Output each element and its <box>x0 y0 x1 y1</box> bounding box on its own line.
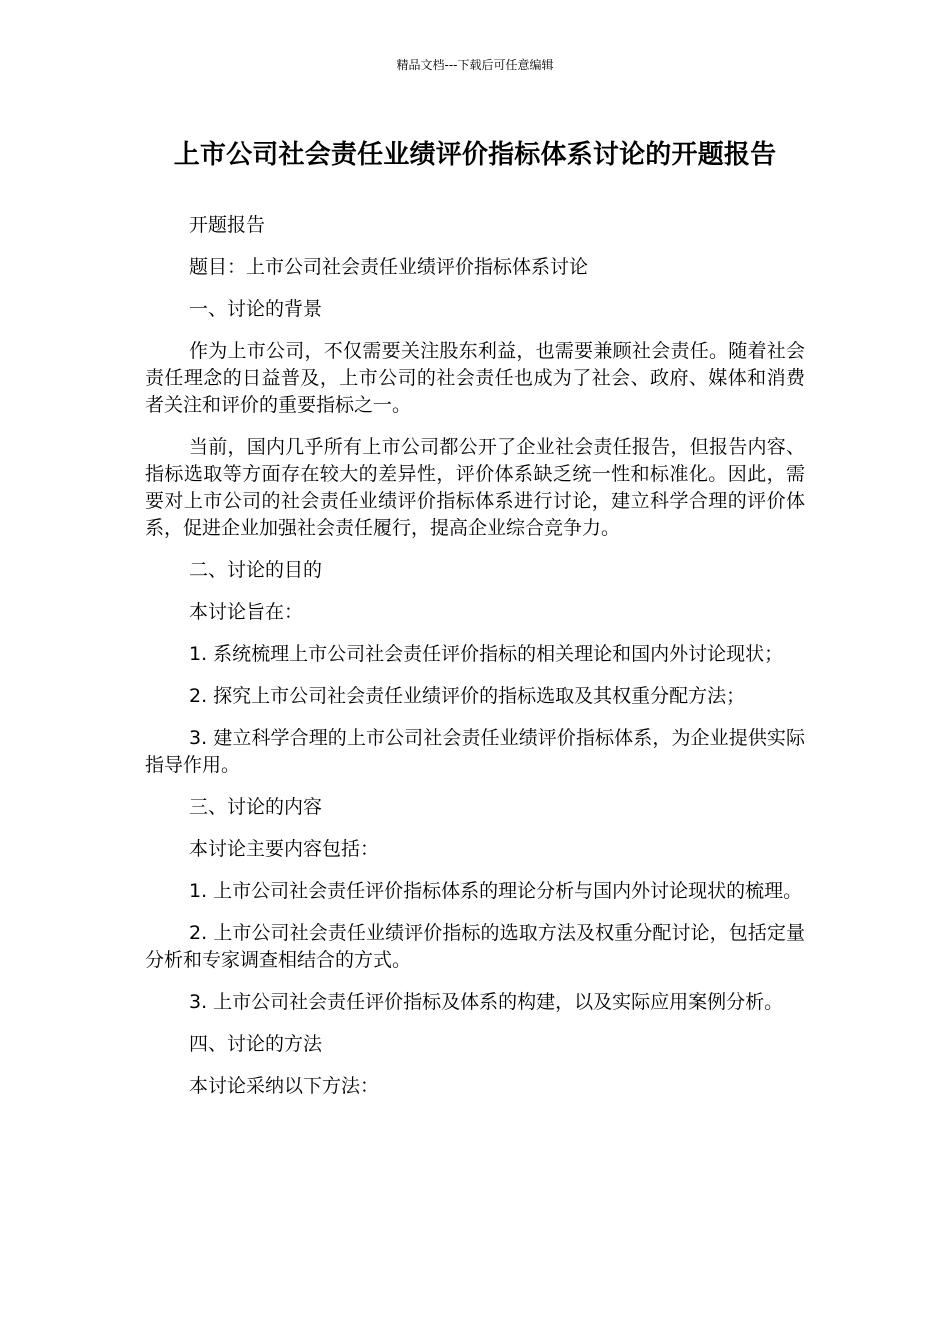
paragraph-report-label: 开题报告 <box>189 214 266 236</box>
paragraph-background-2: 当前，国内几乎所有上市公司都公开了企业社会责任报告，但报告内容、指标选取等方面存在较大的差异性，评价体系缺乏统一性和标准化。因此，需要对上市公司的社会责任业绩评价指标体系进行讨论，建立科学合理的评价体系，促进企业加强社会责任履行，提高企业综合竞争力。 <box>145 436 805 539</box>
list-item-purpose-2: 2. 探究上市公司社会责任业绩评价的指标选取及其权重分配方法； <box>189 685 746 707</box>
list-item-content-2: 2. 上市公司社会责任业绩评价指标的选取方法及权重分配讨论，包括定量分析和专家调查相结合的方式。 <box>145 922 805 971</box>
document-title: 上市公司社会责任业绩评价指标体系讨论的开题报告 <box>173 140 777 170</box>
section-heading-purpose: 二、讨论的目的 <box>189 559 323 581</box>
list-item-purpose-1: 1. 系统梳理上市公司社会责任评价指标的相关理论和国内外讨论现状； <box>189 643 784 665</box>
section-heading-background: 一、讨论的背景 <box>189 298 323 320</box>
list-item-content-1: 1. 上市公司社会责任评价指标体系的理论分析与国内外讨论现状的梳理。 <box>189 880 803 902</box>
list-item-content-3: 3. 上市公司社会责任评价指标及体系的构建，以及实际应用案例分析。 <box>189 991 784 1013</box>
paragraph-purpose-intro: 本讨论旨在： <box>189 601 304 623</box>
list-item-purpose-3: 3. 建立科学合理的上市公司社会责任业绩评价指标体系，为企业提供实际指导作用。 <box>145 727 805 776</box>
paragraph-topic: 题目：上市公司社会责任业绩评价指标体系讨论 <box>189 256 589 278</box>
header-note: 精品文档---下载后可任意编辑 <box>396 58 554 72</box>
section-heading-content: 三、讨论的内容 <box>189 796 323 818</box>
paragraph-background-1: 作为上市公司，不仅需要关注股东利益，也需要兼顾社会责任。随着社会责任理念的日益普及，上市公司的社会责任也成为了社会、政府、媒体和消费者关注和评价的重要指标之一。 <box>145 340 805 416</box>
paragraph-content-intro: 本讨论主要内容包括： <box>189 838 380 860</box>
document-body <box>145 212 805 1115</box>
paragraph-method-intro: 本讨论采纳以下方法： <box>189 1075 380 1097</box>
section-heading-method: 四、讨论的方法 <box>189 1033 323 1055</box>
